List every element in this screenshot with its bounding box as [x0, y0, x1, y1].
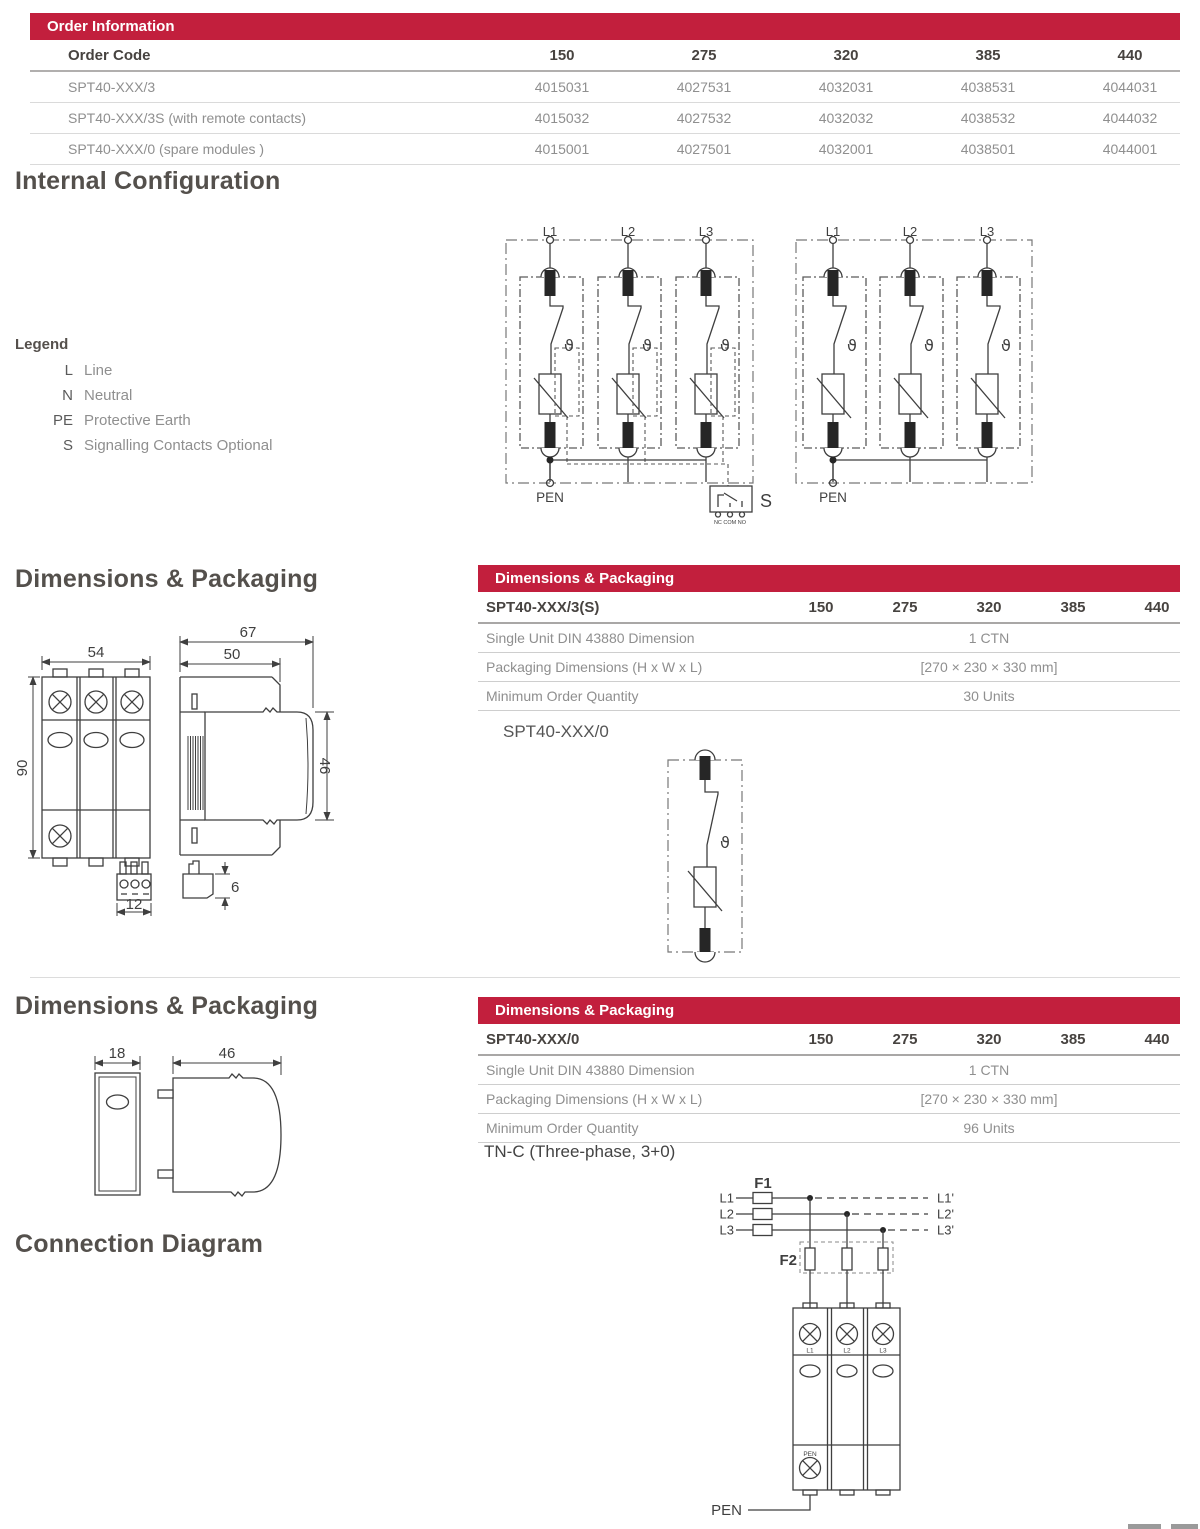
legend-item: N Neutral	[62, 387, 133, 404]
thermal-disconnect-symbol: ϑ	[924, 336, 934, 355]
table-row	[30, 134, 1180, 165]
dim-module-width: 18	[108, 1045, 126, 1062]
dim-clip-height: 6	[231, 879, 240, 896]
dim-side-total: 67	[239, 624, 257, 641]
module-side-view	[158, 1074, 281, 1196]
thermal-disconnect-symbol: ϑ	[847, 336, 857, 355]
screw-terminal-icon	[800, 1324, 894, 1345]
legend-item: S Signalling Contacts Optional	[62, 437, 273, 454]
spare-module-label: SPT40-XXX/0	[503, 722, 609, 741]
dim-front-height: 90	[14, 759, 31, 777]
order-number: 4015032	[534, 110, 590, 126]
dim-connector-width: 12	[125, 896, 143, 913]
pen-label: PEN	[819, 490, 847, 505]
phase-label: L1	[542, 224, 558, 239]
supply-lines	[736, 1193, 928, 1249]
table-row: Minimum Order Quantity 96 Units	[478, 1114, 1180, 1143]
dimensions-table-2	[478, 997, 1180, 1143]
phase-label: L2	[902, 224, 918, 239]
order-code: SPT40-XXX/3	[68, 79, 156, 95]
din-clip-view	[183, 861, 213, 898]
legend-item: PE Protective Earth	[52, 412, 191, 429]
dim-table-title: Dimensions & Packaging	[478, 565, 1180, 592]
table-row: Single Unit DIN 43880 Dimension 1 CTN	[478, 624, 1180, 653]
order-number: 4015001	[534, 141, 590, 157]
dim-side-body: 50	[223, 646, 241, 663]
order-number: 4044031	[1102, 79, 1158, 95]
column-header: 275	[691, 46, 717, 64]
section-divider	[30, 977, 1180, 978]
fuse-f1-label: F1	[754, 1175, 772, 1192]
remote-contact-symbol	[710, 486, 752, 517]
device-terminal-label: L2	[843, 1347, 851, 1355]
order-number: 4044032	[1102, 110, 1158, 126]
table-row: Packaging Dimensions (H x W x L) [270 × 230 × 330 mm]	[478, 653, 1180, 682]
order-number: 4027532	[676, 110, 732, 126]
order-number: 4032031	[818, 79, 874, 95]
order-number: 4032032	[818, 110, 874, 126]
legend-title: Legend	[15, 336, 69, 353]
dimensions-packaging-heading: Dimensions & Packaging	[15, 565, 319, 593]
model-header-row: SPT40-XXX/3(S) 150 275 320 385 440	[478, 592, 1180, 624]
order-number: 4044001	[1102, 141, 1158, 157]
side-view	[180, 677, 313, 855]
dim-table-title: Dimensions & Packaging	[478, 997, 1180, 1024]
order-number: 4038531	[960, 79, 1016, 95]
spd-circuit-basic	[796, 224, 1032, 505]
connection-diagram-heading: Connection Diagram	[15, 1230, 264, 1258]
pen-wire-label: PEN	[711, 1502, 742, 1519]
device-terminal-label: L1	[806, 1347, 814, 1355]
internal-configuration-diagram	[480, 218, 1080, 530]
order-information-table	[30, 13, 1180, 165]
phase-label: L1	[825, 224, 841, 239]
thermal-disconnect-symbol: ϑ	[720, 833, 730, 852]
table-row: Single Unit DIN 43880 Dimension 1 CTN	[478, 1056, 1180, 1085]
input-line-label: L3	[719, 1222, 734, 1238]
legend-item: L Line	[64, 362, 113, 379]
pen-label: PEN	[536, 490, 564, 505]
order-number: 4038501	[960, 141, 1016, 157]
column-header: 440	[1117, 46, 1143, 64]
spd-circuit-with-contacts	[506, 224, 772, 526]
output-line-label: L3'	[937, 1222, 954, 1238]
table-row	[30, 72, 1180, 103]
spd-backup-fuses	[800, 1242, 893, 1308]
model-name: SPT40-XXX/3(S)	[486, 598, 600, 616]
front-view	[42, 669, 150, 866]
order-code-header: Order Code	[68, 46, 151, 64]
contact-terminal-labels: NC COM NO	[713, 520, 747, 526]
table-row: Packaging Dimensions (H x W x L) [270 × 230 × 330 mm]	[478, 1085, 1180, 1114]
order-table-title: Order Information	[30, 13, 1180, 40]
footer-mark	[1171, 1524, 1198, 1529]
order-code: SPT40-XXX/3S (with remote contacts)	[68, 110, 307, 126]
dimensions-table-1	[478, 565, 1180, 711]
order-number: 4015031	[534, 79, 590, 95]
dimensions-packaging-heading-2: Dimensions & Packaging	[15, 992, 319, 1020]
order-number: 4027531	[676, 79, 732, 95]
thermal-disconnect-symbol: ϑ	[720, 336, 730, 355]
phase-label: L3	[979, 224, 995, 239]
output-line-label: L1'	[937, 1190, 954, 1206]
screw-terminal-icon	[800, 1458, 821, 1479]
dimension-drawing-3pole	[14, 612, 440, 937]
order-code: SPT40-XXX/0 (spare modules )	[68, 141, 265, 157]
input-line-label: L1	[719, 1190, 734, 1206]
column-header: 385	[975, 46, 1001, 64]
module-front-view	[95, 1073, 140, 1195]
phase-label: L3	[698, 224, 714, 239]
table-row	[30, 103, 1180, 134]
thermal-disconnect-symbol: ϑ	[642, 336, 652, 355]
thermal-disconnect-symbol: ϑ	[1001, 336, 1011, 355]
tnc-connection-diagram	[690, 1175, 1010, 1529]
order-number: 4027501	[676, 141, 732, 157]
order-table-header-row	[30, 40, 1180, 72]
thermal-disconnect-symbol: ϑ	[564, 336, 574, 355]
output-line-label: L2'	[937, 1206, 954, 1222]
system-type-label: TN-C (Three-phase, 3+0)	[484, 1142, 676, 1161]
input-line-label: L2	[719, 1206, 734, 1222]
fuse-f2-label: F2	[779, 1252, 797, 1269]
order-number: 4038532	[960, 110, 1016, 126]
legend	[15, 336, 315, 462]
internal-configuration-heading: Internal Configuration	[15, 167, 281, 195]
device-terminal-label: L3	[879, 1347, 887, 1355]
column-header: 320	[833, 46, 859, 64]
signalling-contact-label: S	[760, 491, 773, 511]
aux-connector-view	[117, 862, 151, 900]
device-pen-label: PEN	[803, 1451, 817, 1458]
spd-device	[748, 1303, 900, 1510]
table-row: Minimum Order Quantity 30 Units	[478, 682, 1180, 711]
dimension-drawing-module	[85, 1045, 315, 1210]
order-number: 4032001	[818, 141, 874, 157]
dim-module-depth: 46	[218, 1045, 236, 1062]
dim-module-height: 46	[316, 757, 333, 775]
column-header: 150	[549, 46, 575, 64]
footer-mark	[1128, 1524, 1161, 1529]
spare-module-circuit	[660, 745, 750, 965]
dim-front-width: 54	[87, 644, 105, 661]
phase-label: L2	[620, 224, 636, 239]
model-header-row: SPT40-XXX/0 150 275 320 385 440	[478, 1024, 1180, 1056]
model-name: SPT40-XXX/0	[486, 1030, 580, 1048]
